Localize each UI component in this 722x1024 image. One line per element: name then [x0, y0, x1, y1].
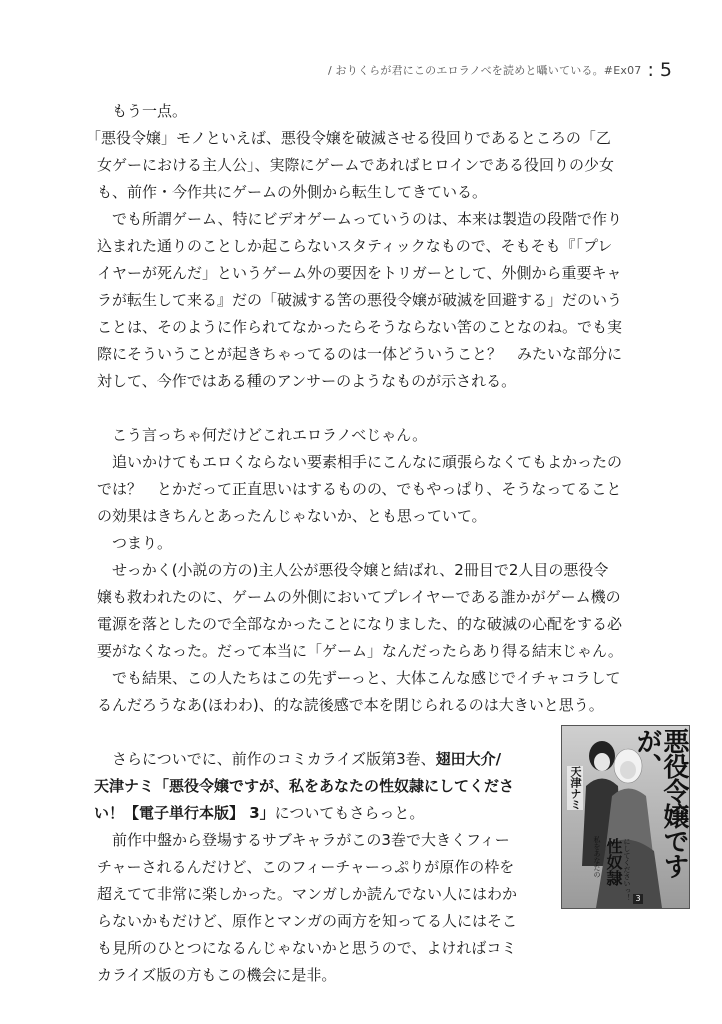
comic-author: 翅田大介/	[435, 750, 502, 768]
text-line	[94, 773, 514, 800]
text-line: 電源を落としたので全部なかったことになりました、的な破滅の心配をする必	[97, 615, 623, 633]
text-line: チャーされるんだけど、このフィーチャーっぷりが原作の枠を	[97, 858, 515, 876]
text-line: 要がなくなった。だって本当に「ゲーム」なんだったらあり得る結末じゃん。	[97, 642, 623, 660]
text-line: 嬢も救われたのに、ゲームの外側においてプレイヤーである誰かがゲーム機の	[97, 588, 621, 606]
cover-big-word: 性奴隷	[604, 838, 623, 886]
cover-title	[562, 908, 563, 909]
text-line: ことは、そのように作られてなかったらそうならない筈のことなのね。でも実	[97, 318, 623, 336]
cover-subtitle: 私をあなたの	[593, 836, 601, 878]
text-line: つまり。	[97, 534, 173, 552]
text-line: さらについでに、前作のコミカライズ版第3巻、翅田大介/	[97, 750, 502, 768]
text-line: 前作中盤から登場するサブキャラがこの3巻で大きくフィー	[97, 831, 510, 849]
text-line: るんだろうなあ(ほわわ)、的な読後感で本を閉じられるのは大きいと思う。	[97, 696, 604, 714]
text-line: 対して、今作ではある種のアンサーのようなものが示される。	[97, 372, 517, 390]
text-line: の効果はきちんとあったんじゃないか、とも思っていて。	[97, 507, 487, 525]
text-line: も見所のひとつになるんじゃないかと思うので、よければコミ	[97, 939, 517, 957]
text-line: 追いかけてもエロくならない要素相手にこんなに頑張らなくてもよかったの	[97, 453, 623, 471]
text-line: でも結果、この人たちはこの先ずーっと、大体こんな感じでイチャコラして	[97, 669, 621, 687]
text-line: せっかく(小説の方の)主人公が悪役令嬢と結ばれ、2冊目で2人目の悪役令	[97, 561, 609, 579]
text-line: 「悪役令嬢」モノといえば、悪役令嬢を破滅させる役回りであるところの「乙	[86, 129, 611, 147]
text-line: 女ゲーにおける主人公」、実際にゲームであればヒロインである役回りの少女	[97, 156, 615, 174]
text-line: 際にそういうことが起きちゃってるのは一体どういうこと？ みたいな部分に	[97, 345, 623, 363]
text-line: い！【電子単行本版】 3」についてもさらっと。	[94, 804, 425, 822]
text-line: 超えてて非常に楽しかった。マンガしか読んでない人にはわか	[97, 885, 518, 903]
text-line: カライズ版の方もこの機会に是非。	[97, 966, 337, 984]
text-line: もう一点。	[97, 102, 188, 120]
cover-volume: 3	[633, 894, 643, 904]
comic-cover-image[interactable]	[561, 725, 690, 909]
text-line: 込まれた通りのことしか起こらないスタティックなもので、そもそも『「プレ	[97, 237, 613, 255]
page-number: : 5	[647, 59, 672, 81]
text-line: ラが転生して来る』だの「破滅する筈の悪役令嬢が破滅を回避する」だのいう	[97, 291, 623, 309]
header-title: / おりくらが君にこのエロラノべを読めと囁いている。#Ex07	[327, 64, 642, 77]
text-line: でも所謂ゲーム、特にビデオゲームっていうのは、本来は製造の段階で作り	[97, 210, 623, 228]
cover-authors: 天津ナミ	[569, 766, 582, 810]
cover-title-vertical: 悪役令嬢ですが、	[632, 728, 689, 878]
text-line: では？ とかだって正直思いはするものの、でもやっぱり、そうなってること	[97, 480, 622, 498]
text-line: も、前作・今作共にゲームの外側から転生してきている。	[97, 183, 488, 201]
running-header	[328, 56, 672, 84]
comic-title: 天津ナミ「悪役令嬢ですが、私をあなたの性奴隷にしてくださ	[94, 777, 515, 795]
cover-tail: にしてくださいっ！	[623, 838, 631, 901]
comic-title-cont: い！【電子単行本版】 3」	[94, 804, 275, 822]
text-line: らないかもだけど、原作とマンガの両方を知ってる人にはそこ	[97, 912, 518, 930]
text-line: イヤーが死んだ」というゲーム外の要因をトリガーとして、外側から重要キャ	[97, 264, 622, 282]
text-line: こう言っちゃ何だけどこれエロラノべじゃん。	[97, 426, 428, 444]
